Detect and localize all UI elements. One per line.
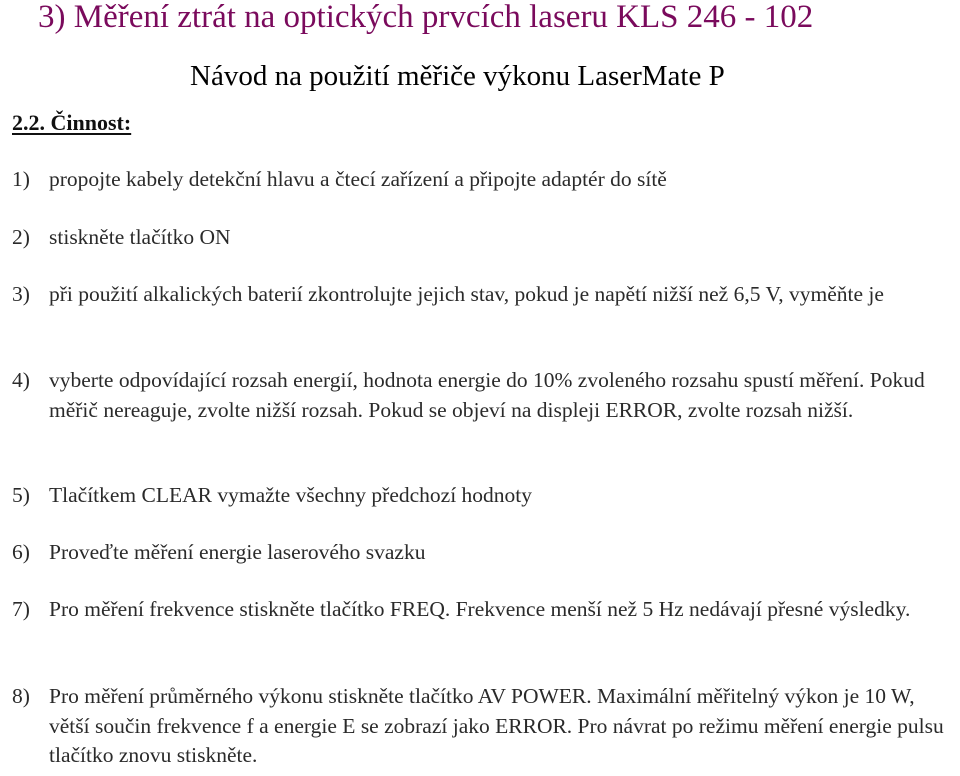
step-number: 2) xyxy=(12,225,30,249)
step-text: při použití alkalických baterií zkontrolujte jejich stav, pokud je napětí nižší než 6,5 V, vyměňte je xyxy=(49,282,884,306)
step-2 xyxy=(12,223,957,253)
step-4 xyxy=(12,366,957,425)
step-text: Pro měření průměrného výkonu stiskněte tlačítko AV POWER. Maximální měřitelný výkon je 10 W, větší součin frekvence f a energie E se zobrazí jako ERROR. Pro návrat po režimu měření energie pulsu tlačítko znovu stiskněte. xyxy=(49,684,944,767)
step-text: propojte kabely detekční hlavu a čtecí zařízení a připojte adaptér do sítě xyxy=(49,167,667,191)
step-7 xyxy=(12,595,957,625)
step-6 xyxy=(12,538,957,568)
slide-title: 3) Měření ztrát na optických prvcích laseru KLS 246 - 102 xyxy=(38,0,814,35)
step-8 xyxy=(12,682,957,771)
section-heading: 2.2. Činnost: xyxy=(12,110,132,135)
step-number: 4) xyxy=(12,368,30,392)
step-number: 3) xyxy=(12,282,30,306)
step-text: Tlačítkem CLEAR vymažte všechny předchozí hodnoty xyxy=(49,483,533,507)
step-1 xyxy=(12,165,957,195)
step-5 xyxy=(12,481,957,511)
step-text: Proveďte měření energie laserového svazku xyxy=(49,540,426,564)
step-number: 1) xyxy=(12,167,30,191)
step-3 xyxy=(12,280,957,310)
step-text: Pro měření frekvence stiskněte tlačítko FREQ. Frekvence menší než 5 Hz nedávají přesné výsledky. xyxy=(49,597,911,621)
step-text: stiskněte tlačítko ON xyxy=(49,225,231,249)
slide-subtitle: Návod na použití měřiče výkonu LaserMate P xyxy=(190,60,725,92)
step-number: 6) xyxy=(12,540,30,564)
step-number: 5) xyxy=(12,483,30,507)
step-number: 7) xyxy=(12,597,30,621)
step-number: 8) xyxy=(12,684,30,708)
step-text: vyberte odpovídající rozsah energií, hodnota energie do 10% zvoleného rozsahu spustí měření. Pokud měřič nereaguje, zvolte nižší rozsah. Pokud se objeví na displeji ERROR, zvolte rozsah nižší. xyxy=(49,368,925,422)
